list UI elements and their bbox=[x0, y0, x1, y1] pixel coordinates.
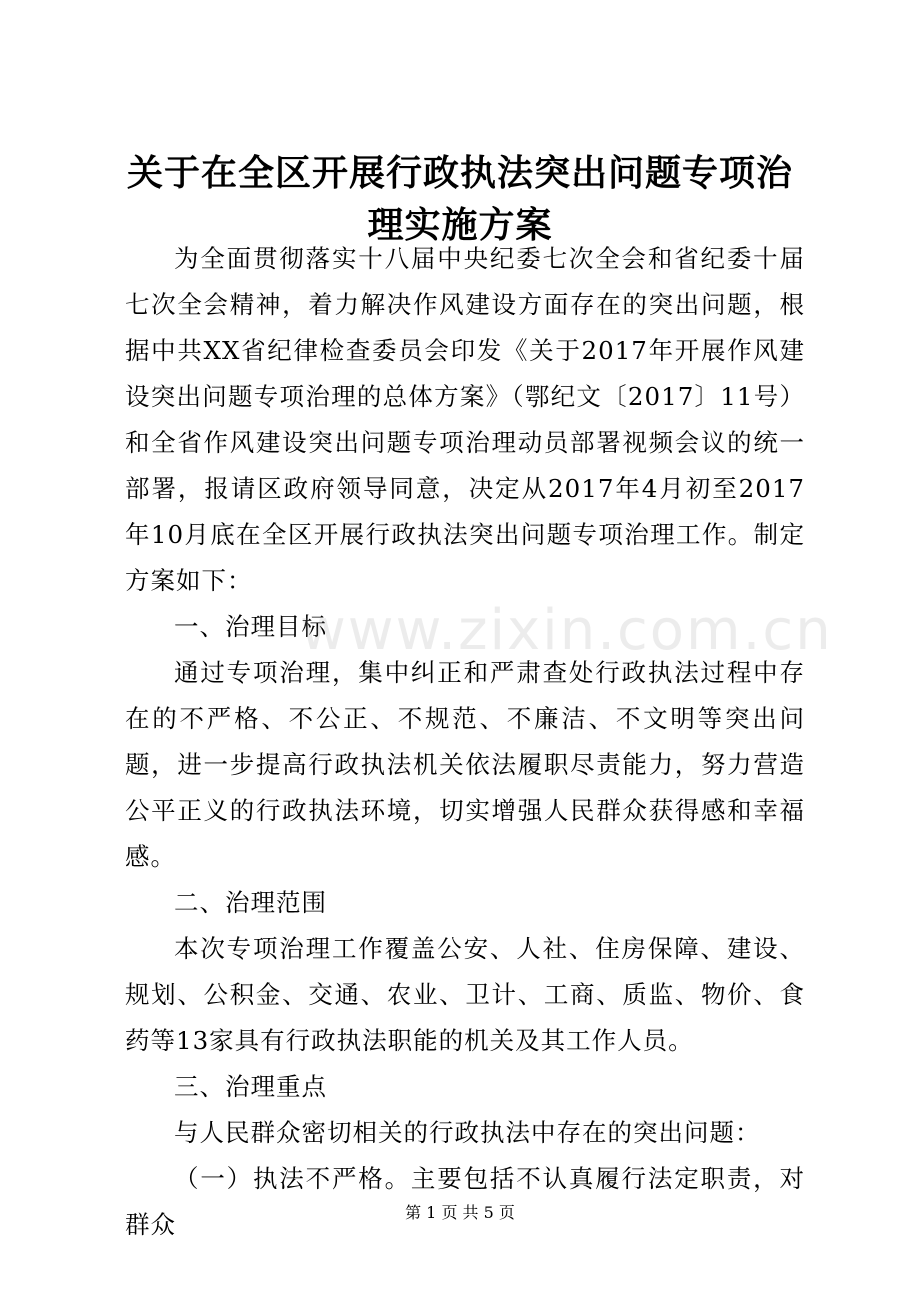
paragraph-goal: 通过专项治理，集中纠正和严肃查处行政执法过程中存在的不严格、不公正、不规范、不廉洁、不文明等突出问题，进一步提高行政执法机关依法履职尽责能力，努力营造公平正义的行政执法环境，切实增强人民群众获得感和幸福感。 bbox=[125, 658, 805, 871]
watermark: www.zixin.com.cn bbox=[300, 598, 833, 663]
paragraph-focus-intro: 与人民群众密切相关的行政执法中存在的突出问题： bbox=[174, 1118, 761, 1147]
section-heading-goal: 一、治理目标 bbox=[174, 612, 327, 641]
document-body bbox=[125, 236, 805, 1248]
section-heading-focus: 三、治理重点 bbox=[174, 1072, 327, 1101]
page-footer: 第 1 页 共 5 页 bbox=[405, 1203, 515, 1222]
paragraph-focus-item-1: （一）执法不严格。主要包括不认真履行法定职责，对群众 bbox=[125, 1164, 805, 1239]
document-title: 关于在全区开展行政执法突出问题专项治理实施方案 bbox=[126, 153, 793, 246]
paragraph-intro: 为全面贯彻落实十八届中央纪委七次全会和省纪委十届七次全会精神，着力解决作风建设方面存在的突出问题，根据中共XX省纪律检查委员会印发《关于2017年开展作风建设突出问题专项治理的总体方案》（鄂纪文〔2017〕11号）和全省作风建设突出问题专项治理动员部署视频会议的统一部署，报请区政府领导同意，决定从2017年4月初至2017年10月底在全区开展行政执法突出问题专项治理工作。制定方案如下： bbox=[125, 244, 805, 595]
section-heading-scope: 二、治理范围 bbox=[174, 888, 327, 917]
paragraph-scope: 本次专项治理工作覆盖公安、人社、住房保障、建设、规划、公积金、交通、农业、卫计、工商、质监、物价、食药等13家具有行政执法职能的机关及其工作人员。 bbox=[125, 934, 805, 1055]
